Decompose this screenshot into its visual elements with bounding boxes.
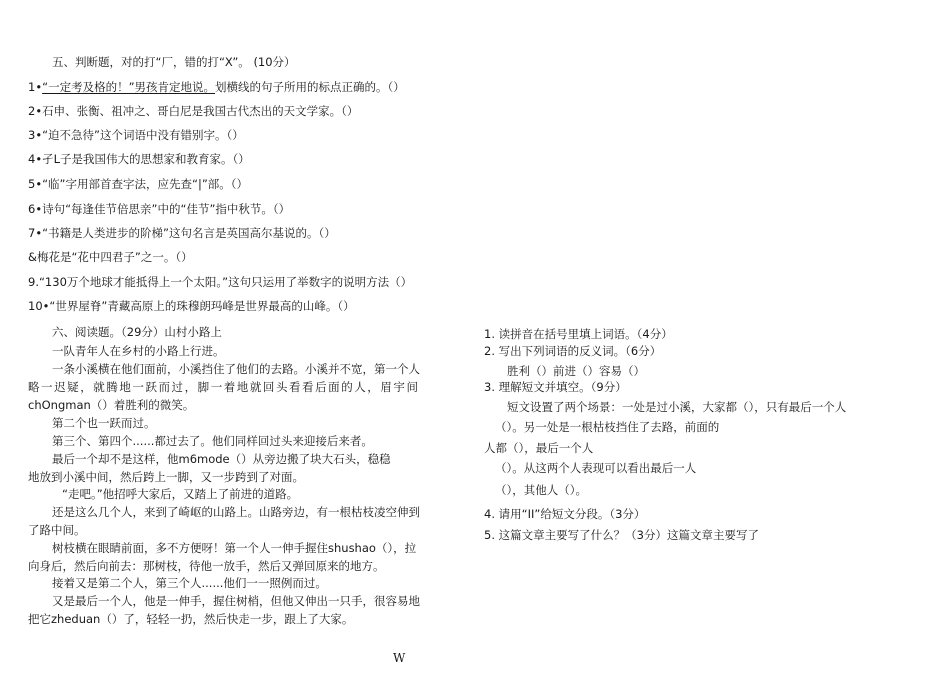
fill-blank-line: 人都（），最后一个人: [484, 441, 594, 455]
question-2: 2. 写出下列词语的反义词。（6分）: [484, 344, 662, 358]
passage-line: 接着又是第二个人，第三个人......他们一一照例而过。: [52, 576, 327, 590]
judgement-item-3: 3•“迫不急待”这个词语中没有错别字。（）: [28, 128, 244, 142]
fill-blank-line: （）。另一处是一根枯枝挡住了去路，前面的: [495, 420, 720, 434]
passage-line: 了路中间。: [28, 523, 86, 537]
passage-line: chOngman（）着胜利的微笑。: [28, 398, 195, 412]
antonym-blanks: 胜利（）前进（）容易（）: [507, 364, 645, 378]
question-4: 4. 请用“II”给短文分段。（3分）: [484, 507, 646, 521]
passage-line: 一条小溪横在他们面前，小溪挡住了他们的去路。小溪并不宽，第一个人: [52, 362, 420, 376]
judgement-item-10: 10•“世界屋脊”青藏高原上的珠穆朗玛峰是世界最高的山峰。（）: [28, 299, 355, 313]
item-number: 1•: [28, 80, 43, 94]
passage-line: 还是这么几个人，来到了崎岖的山路上。山路旁边，有一根枯枝凌空伸到: [52, 505, 420, 519]
judgement-item-9: 9.“130万个地球才能抵得上一个太阳。”这句只运用了举数字的说明方法（）: [28, 275, 413, 289]
footer-mark: W: [393, 651, 406, 665]
judgement-heading: 五、判断题，对的打“厂，错的打“X”。 (10分）: [52, 55, 296, 69]
judgement-item-4: 4•孑L子是我国伟大的思想家和教育家。（）: [28, 152, 250, 166]
judgement-item-1: [28, 82, 405, 94]
judgement-item-6: 6•诗句“每逢佳节倍思亲”中的“佳节”指中秋节。（）: [28, 202, 291, 216]
underlined-sentence: “一定考及格的！”男孩肯定地说。: [42, 80, 216, 94]
fill-blank-line: （），其他人（）。: [495, 483, 587, 497]
judgement-item-5: 5•“临”字用部首查字法，应先查“|”部。（）: [28, 177, 249, 191]
passage-line: 最后一个却不是这样，他m6mode（）从旁边搬了块大石头，稳稳: [52, 452, 391, 466]
judgement-item-8: &梅花是“花中四君子”之一。（）: [28, 250, 193, 264]
fill-blank-line: （）。从这两个人表现可以看出最后一人: [495, 461, 697, 475]
reading-heading: 六、阅读题。（29分）山村小路上: [52, 325, 222, 339]
fill-blank-line: 短文设置了两个场景：一处是过小溪，大家都（），只有最后一个人: [507, 400, 847, 414]
passage-line: 向身后，然后向前去：那树枝，待他一放手，然后又弹回原来的地方。: [28, 559, 385, 573]
passage-line: 树枝横在眼睛前面，多不方便呀！第一个人一伸手握住shushao（），拉: [52, 541, 417, 555]
passage-line-justified: 略一迟疑，就腾地一跃而过，脚一着地就回头看看后面的人，眉宇间: [28, 380, 420, 394]
passage-line: 一队青年人在乡村的小路上行进。: [52, 344, 225, 358]
question-5: 5. 这篇文章主要写了什么？（3分）这篇文章主要写了: [484, 528, 759, 542]
passage-line: 又是最后一个人，他是一伸手，握住树梢，但他又伸出一只手，很容易地: [52, 594, 420, 608]
passage-line: 地放到小溪中间，然后跨上一脚，又一步跨到了对面。: [28, 470, 304, 484]
judgement-item-2: 2•石申、张衡、祖冲之、哥白尼是我国古代杰出的天文学家。（）: [28, 104, 359, 118]
question-3: 3. 理解短文并填空。（9分）: [484, 380, 627, 394]
judgement-item-7: 7•“书籍是人类进步的阶梯”这句名言是英国高尔基说的。（）: [28, 226, 336, 240]
passage-line: 第三个、第四个......都过去了。他们同样回过头来迎接后来者。: [52, 434, 373, 448]
passage-line: 把它zheduan（）了，轻轻一扔，然后快走一步，跟上了大家。: [28, 612, 354, 626]
passage-line: “走吧。”他招呼大家后，又踏上了前进的道路。: [62, 487, 299, 501]
passage-line: 第二个也一跃而过。: [52, 416, 156, 430]
question-1: 1. 读拼音在括号里填上词语。（4分）: [484, 327, 673, 341]
item-text: 划横线的句子所用的标点正确的。（）: [215, 80, 405, 94]
